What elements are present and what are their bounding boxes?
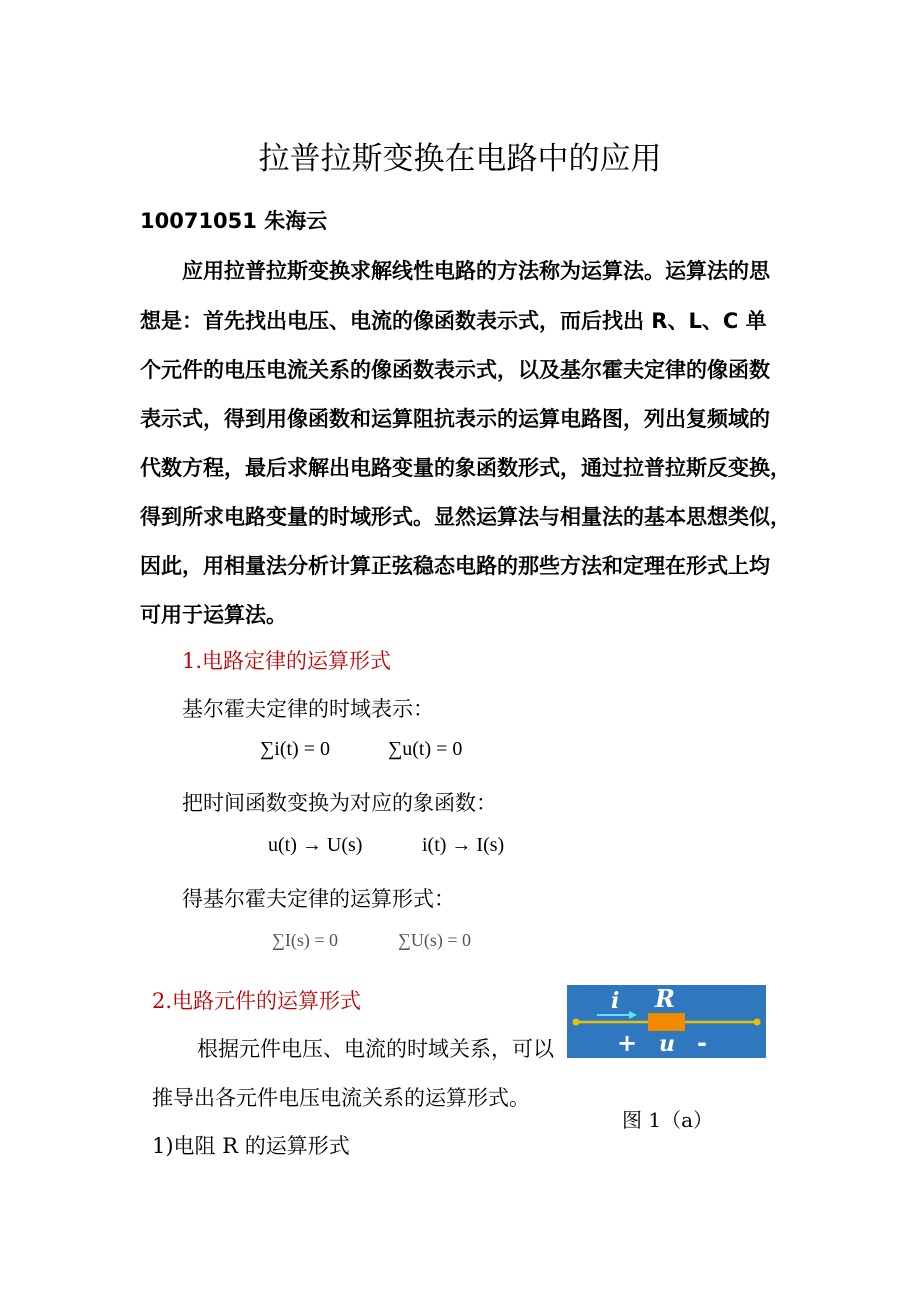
transform-text: 把时间函数变换为对应的象函数： xyxy=(182,791,497,815)
intro-line: 表示式，得到用像函数和运算阻抗表示的运算电路图，列出复频域的 xyxy=(140,407,770,431)
intro-paragraph xyxy=(140,255,791,627)
terminal-right xyxy=(754,1019,761,1026)
equation-sum-u: ∑u(t) = 0 xyxy=(388,738,463,760)
section2-text-line1: 根据元件电压、电流的时域关系，可以 xyxy=(197,1037,554,1061)
kirchhoff-time-text: 基尔霍夫定律的时域表示： xyxy=(182,697,434,721)
kirchhoff-operational-text: 得基尔霍夫定律的运算形式： xyxy=(182,887,455,911)
label-plus: + xyxy=(617,1029,638,1057)
intro-line: 个元件的电压电流关系的像函数表示式，以及基尔霍夫定律的像函数 xyxy=(140,358,770,382)
terminal-left xyxy=(573,1019,580,1026)
intro-line: 应用拉普拉斯变换求解线性电路的方法称为运算法。运算法的思 xyxy=(182,259,770,283)
label-minus: - xyxy=(697,1029,707,1057)
equation-u-to-U: u(t) → U(s) xyxy=(268,834,363,856)
resistor-figure xyxy=(567,985,766,1058)
label-R: R xyxy=(655,985,675,1013)
equation-i-to-I: i(t) → I(s) xyxy=(422,834,505,856)
resistor-diagram xyxy=(567,985,766,1058)
label-i: i xyxy=(611,988,620,1014)
section-heading-1: 1.电路定律的运算形式 xyxy=(182,649,392,673)
figure-caption: 图 1（a） xyxy=(622,1108,714,1132)
equation-sum-U: ∑U(s) = 0 xyxy=(398,930,471,950)
section-heading-2: 2.电路元件的运算形式 xyxy=(152,989,362,1013)
label-u: u xyxy=(659,1031,675,1057)
equation-sum-i: ∑i(t) = 0 xyxy=(260,738,330,760)
section2-text-line2: 推导出各元件电压电流关系的运算形式。 xyxy=(152,1086,530,1110)
intro-line: 代数方程，最后求解出电路变量的象函数形式，通过拉普拉斯反变换， xyxy=(140,456,791,480)
resistor-subheading: 1)电阻 R 的运算形式 xyxy=(152,1134,350,1158)
author-line: 10071051 朱海云 xyxy=(140,209,328,233)
resistor-body xyxy=(648,1013,685,1031)
page-title: 拉普拉斯变换在电路中的应用 xyxy=(258,141,662,177)
intro-line: 想是：首先找出电压、电流的像函数表示式，而后找出 R、L、C 单 xyxy=(140,309,767,333)
equation-sum-I: ∑I(s) = 0 xyxy=(272,930,338,950)
intro-line: 因此，用相量法分析计算正弦稳态电路的那些方法和定理在形式上均 xyxy=(140,554,770,578)
intro-line: 可用于运算法。 xyxy=(140,603,287,627)
intro-line: 得到所求电路变量的时域形式。显然运算法与相量法的基本思想类似， xyxy=(140,505,791,529)
